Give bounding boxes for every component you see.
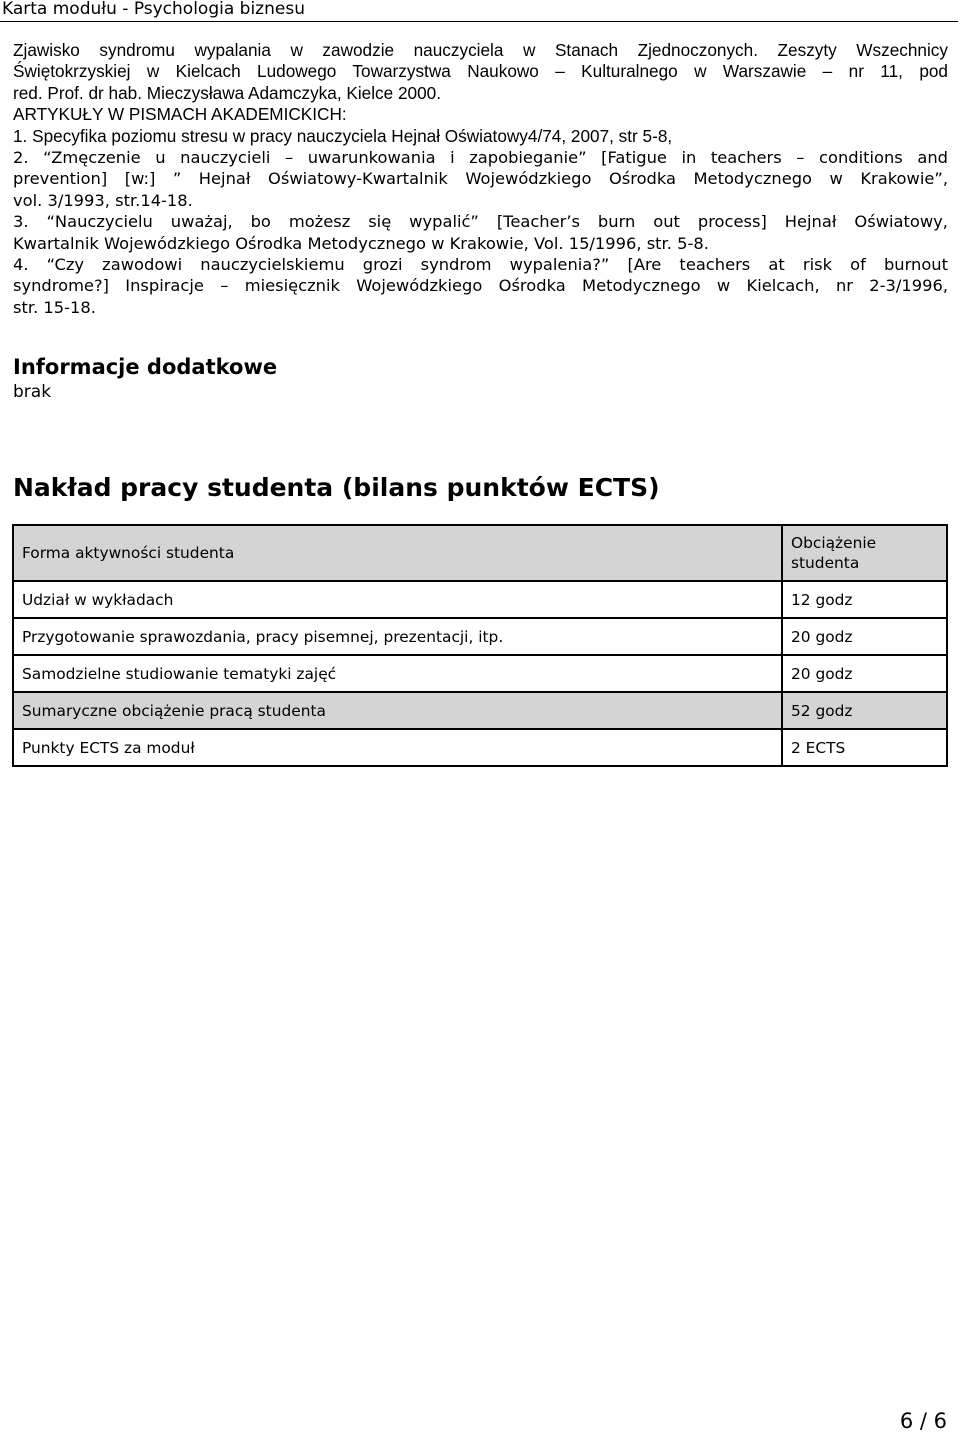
ects-table-row	[13, 692, 947, 729]
activity-cell: Samodzielne studiowanie tematyki zajęć	[13, 655, 782, 692]
ects-heading: Nakład pracy studenta (bilans punktów ECTS)	[13, 473, 660, 502]
reference-line: Świętokrzyskiej w Kielcach Ludowego Towarzystwa Naukowo – Kulturalnego w Warszawie – nr 11, pod	[13, 61, 948, 82]
ects-table-header-row	[13, 525, 947, 581]
activity-cell: Sumaryczne obciążenie pracą studenta	[13, 692, 782, 729]
additional-info-text: brak	[13, 382, 52, 402]
page-header	[0, 0, 958, 22]
reference-line: vol. 3/1993, str.14-18.	[13, 190, 193, 210]
load-cell: 52 godz	[782, 692, 947, 729]
reference-line: Kwartalnik Wojewódzkiego Ośrodka Metodycznego w Krakowie, Vol. 15/1996, str. 5-8.	[13, 233, 709, 253]
ects-table-row	[13, 655, 947, 692]
ects-table-row	[13, 618, 947, 655]
reference-line: 1. Specyfika poziomu stresu w pracy nauczyciela Hejnał Oświatowy4/74, 2007, str 5-8,	[13, 125, 673, 146]
reference-line: Zjawisko syndromu wypalania w zawodzie nauczyciela w Stanach Zjednoczonych. Zeszyty Wszechnicy	[13, 40, 948, 60]
activity-cell: Punkty ECTS za moduł	[13, 729, 782, 766]
reference-line: ARTYKUŁY W PISMACH AKADEMICKICH:	[13, 104, 347, 125]
load-cell: 2 ECTS	[782, 729, 947, 766]
reference-line: 3. “Nauczycielu uważaj, bo możesz się wypalić” [Teacher’s burn out process] Hejnał Oświatowy,	[13, 212, 948, 232]
load-cell: 12 godz	[782, 581, 947, 618]
activity-cell: Forma aktywności studenta	[13, 525, 782, 581]
reference-line: red. Prof. dr hab. Mieczysława Adamczyka, Kielce 2000.	[13, 82, 441, 103]
reference-line: 2. “Zmęczenie u nauczycieli – uwarunkowania i zapobieganie” [Fatigue in teachers – conditions and	[13, 148, 948, 168]
ects-table-row	[13, 581, 947, 618]
load-cell: 20 godz	[782, 655, 947, 692]
document-title: Karta modułu - Psychologia biznesu	[2, 0, 305, 19]
reference-line: str. 15-18.	[13, 297, 96, 317]
load-cell: Obciążenie studenta	[782, 525, 947, 581]
additional-info-heading: Informacje dodatkowe	[13, 355, 278, 379]
reference-line: syndrome?] Inspiracje – miesięcznik Wojewódzkiego Ośrodka Metodycznego w Kielcach, nr 2-3/1996,	[13, 276, 948, 296]
page-number: 6 / 6	[899, 1409, 947, 1433]
load-cell: 20 godz	[782, 618, 947, 655]
references-list	[13, 40, 948, 318]
activity-cell: Przygotowanie sprawozdania, pracy pisemnej, prezentacji, itp.	[13, 618, 782, 655]
reference-line: 4. “Czy zawodowi nauczycielskiemu grozi syndrom wypalenia?” [Are teachers at risk of burnout	[13, 255, 948, 275]
activity-cell: Udział w wykładach	[13, 581, 782, 618]
reference-line: prevention] [w:] ” Hejnał Oświatowy-Kwartalnik Wojewódzkiego Ośrodka Metodycznego w Krakowie”,	[13, 169, 948, 189]
ects-table	[12, 524, 948, 767]
ects-table-row	[13, 729, 947, 766]
